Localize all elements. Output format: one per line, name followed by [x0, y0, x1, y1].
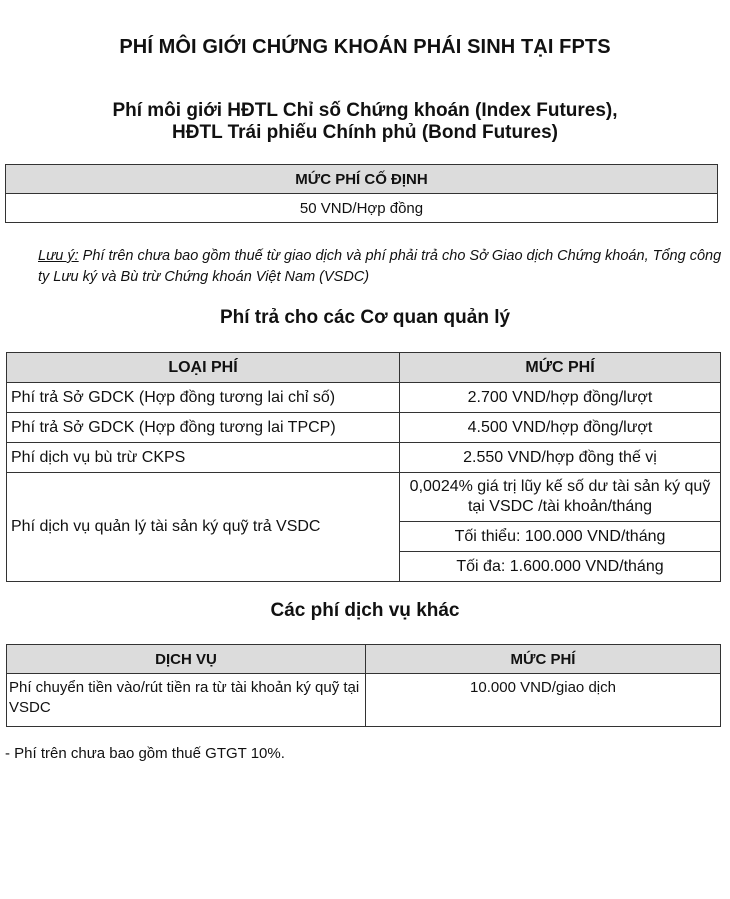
- regulator-fee-table: [6, 352, 721, 582]
- table-row: [7, 443, 721, 473]
- table-row: [7, 674, 721, 727]
- note-label: Lưu ý:: [38, 248, 79, 264]
- footnote: - Phí trên chưa bao gồm thuế GTGT 10%.: [5, 745, 285, 762]
- table-header-row: [7, 645, 721, 674]
- table-row: [7, 383, 721, 413]
- subtitle-line-1: Phí môi giới HĐTL Chỉ số Chứng khoán (Index Futures),: [112, 100, 618, 121]
- other-fee-table: [6, 644, 721, 727]
- fee-type-cell: Phí dịch vụ bù trừ CKPS: [7, 443, 400, 473]
- column-header-service: DỊCH VỤ: [7, 645, 366, 674]
- table-header-row: [7, 353, 721, 383]
- service-cell: Phí chuyển tiền vào/rút tiền ra từ tài khoản ký quỹ tại VSDC: [7, 674, 366, 727]
- fee-type-cell: Phí trả Sở GDCK (Hợp đồng tương lai chỉ số): [7, 383, 400, 413]
- subtitle-line-2: HĐTL Trái phiếu Chính phủ (Bond Futures): [172, 122, 558, 143]
- fee-type-cell: Phí trả Sở GDCK (Hợp đồng tương lai TPCP): [7, 413, 400, 443]
- note: [38, 246, 728, 288]
- fee-amount-cell: 2.700 VND/hợp đồng/lượt: [400, 383, 721, 413]
- regulator-section-title: Phí trả cho các Cơ quan quản lý: [219, 307, 511, 328]
- fixed-fee-table: [5, 164, 718, 223]
- subtitle: [0, 100, 730, 144]
- fee-amount-cell: 4.500 VND/hợp đồng/lượt: [400, 413, 721, 443]
- fee-amount-cell: 10.000 VND/giao dịch: [366, 674, 721, 727]
- table-row: [7, 413, 721, 443]
- fee-amount-cell: 2.550 VND/hợp đồng thế vị: [400, 443, 721, 473]
- fee-type-cell: Phí dịch vụ quản lý tài sản ký quỹ trả VSDC: [7, 473, 400, 582]
- other-section-title: Các phí dịch vụ khác: [270, 600, 460, 621]
- column-header-fee-amount: MỨC PHÍ: [366, 645, 721, 674]
- column-header-fee-amount: MỨC PHÍ: [400, 353, 721, 383]
- fixed-fee-value: 50 VND/Hợp đồng: [6, 194, 718, 223]
- fee-amount-cell: 0,0024% giá trị lũy kế số dư tài sản ký quỹ tại VSDC /tài khoản/tháng: [400, 473, 721, 522]
- table-row: [7, 473, 721, 522]
- page-title: PHÍ MÔI GIỚI CHỨNG KHOÁN PHÁI SINH TẠI FPTS: [119, 36, 611, 58]
- fee-amount-cell: Tối thiểu: 100.000 VND/tháng: [400, 522, 721, 552]
- fee-amount-cell: Tối đa: 1.600.000 VND/tháng: [400, 552, 721, 582]
- fixed-fee-header: MỨC PHÍ CỐ ĐỊNH: [6, 165, 718, 194]
- column-header-fee-type: LOẠI PHÍ: [7, 353, 400, 383]
- note-text: Phí trên chưa bao gồm thuế từ giao dịch và phí phải trả cho Sở Giao dịch Chứng khoán, Tổng công ty Lưu ký và Bù trừ Chứng khoán Việt Nam (VSDC): [38, 248, 722, 285]
